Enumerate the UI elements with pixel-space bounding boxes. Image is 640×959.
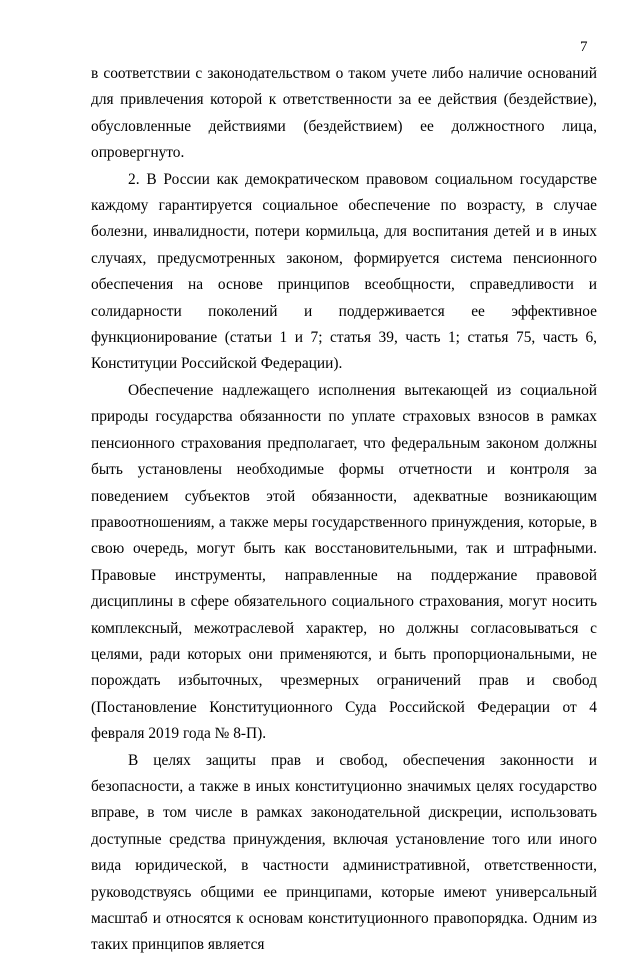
paragraph-4: В целях защиты прав и свобод, обеспечения законности и безопасности, а также в иных конституционно значимых целях государство вправе, в том числе в рамках законодательной дискреции, использовать доступные средства принуждения, включая установление того или иного вида юридической, в частности административной, ответственности, руководствуясь общими ее принципами, которые имеют универсальный масштаб и относятся к основам конституционного правопорядка. Одним из таких принципов является	[91, 751, 597, 954]
document-body	[91, 61, 597, 959]
page-number: 7	[580, 39, 588, 55]
paragraph-3: Обеспечение надлежащего исполнения вытекающей из социальной природы государства обязанности по уплате страховых взносов в рамках пенсионного страхования предполагает, что федеральным законом должны быть установлены необходимые формы отчетности и контроля за поведением субъектов этой обязанности, адекватные возникающим правоотношениям, а также меры государственного принуждения, которые, в свою очередь, могут быть как восстановительными, так и штрафными. Правовые инструменты, направленные на поддержание правовой дисциплины в сфере обязательного социального страхования, могут носить комплексный, межотраслевой характер, но должны согласовываться с целями, ради которых они применяются, и быть пропорциональными, не порождать избыточных, чрезмерных ограничений прав и свобод (Постановление Конституционного Суда Российской Федерации от 4 февраля 2019 года № 8-П).	[91, 381, 597, 743]
paragraph-2: 2. В России как демократическом правовом социальном государстве каждому гарантируется социальное обеспечение по возрасту, в случае болезни, инвалидности, потери кормильца, для воспитания детей и в иных случаях, предусмотренных законом, формируется система пенсионного обеспечения на основе принципов всеобщности, справедливости и солидарности поколений и поддерживается ее эффективное функционирование (статьи 1 и 7; статья 39, часть 1; статья 75, часть 6, Конституции Российской Федерации).	[91, 170, 597, 373]
paragraph-1: в соответствии с законодательством о таком учете либо наличие оснований для привлечения которой к ответственности за ее действия (бездействие), обусловленные действиями (бездействием) ее должностного лица, опровергнуто.	[91, 65, 597, 162]
